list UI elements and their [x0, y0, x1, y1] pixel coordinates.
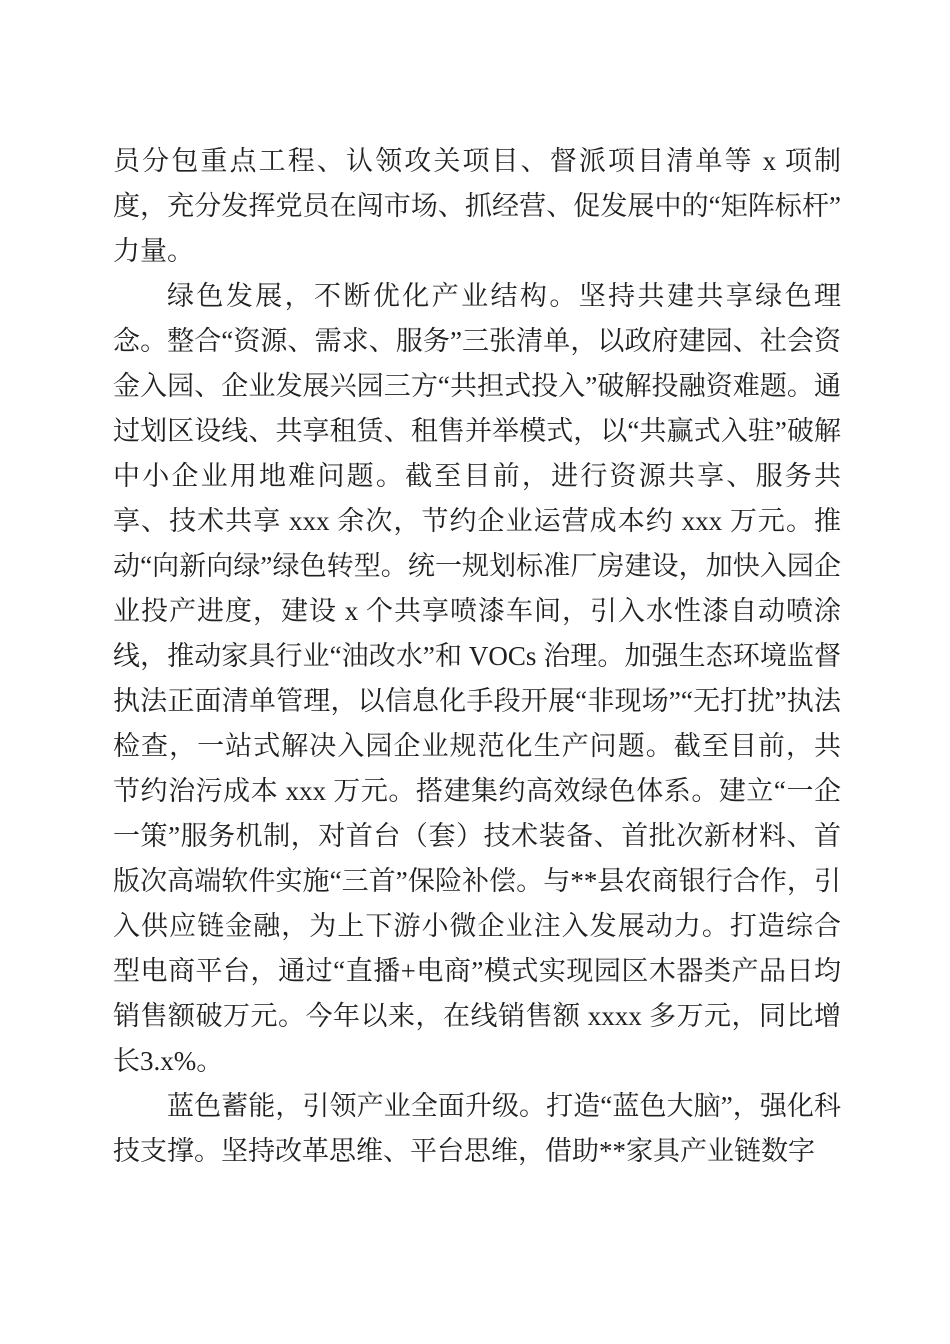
paragraph-party-member-mechanisms: 员分包重点工程、认领攻关项目、督派项目清单等 x 项制度，充分发挥党员在闯市场、抓经营、促发展中的“矩阵标杆”力量。 [113, 146, 841, 266]
document-body [113, 139, 841, 1174]
paragraph-blue-energy-upgrade: 蓝色蓄能，引领产业全面升级。打造“蓝色大脑”，强化科技支撑。坚持改革思维、平台思维，借助**家具产业链数字 [113, 1091, 841, 1166]
paragraph-green-development: 绿色发展，不断优化产业结构。坚持共建共享绿色理念。整合“资源、需求、服务”三张清单，以政府建园、社会资金入园、企业发展兴园三方“共担式投入”破解投融资难题。通过划区设线、共享租赁、租售并举模式，以“共赢式入驻”破解中小企业用地难问题。截至目前，进行资源共享、服务共享、技术共享 xxx 余次，节约企业运营成本约 xxx 万元。推动“向新向绿”绿色转型。统一规划标准厂房建设，加快入园企业投产进度，建设 x 个共享喷漆车间，引入水性漆自动喷涂线，推动家具行业“油改水”和 VOCs 治理。加强生态环境监督执法正面清单管理，以信息化手段开展“非现场”“无打扰”执法检查，一站式解决入园企业规范化生产问题。截至目前，共节约治污成本 xxx 万元。搭建集约高效绿色体系。建立“一企一策”服务机制，对首台（套）技术装备、首批次新材料、首版次高端软件实施“三首”保险补偿。与**县农商银行合作，引入供应链金融，为上下游小微企业注入发展动力。打造综合型电商平台，通过“直播+电商”模式实现园区木器类产品日均销售额破万元。今年以来，在线销售额 xxxx 多万元，同比增长3.x%。 [113, 281, 841, 1076]
